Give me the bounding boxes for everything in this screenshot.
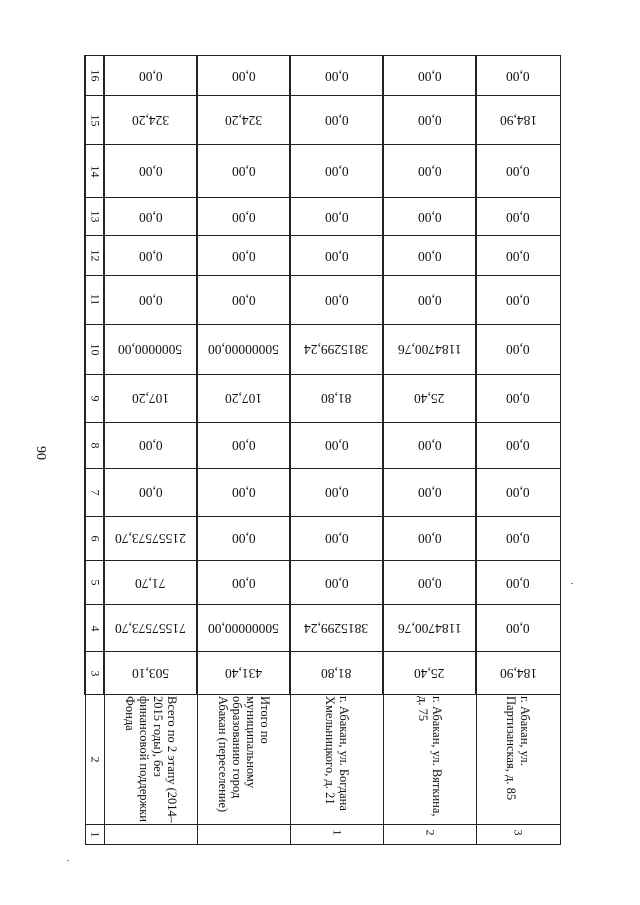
column-number-label: 7 [88,489,102,496]
cell-value: 0,00 [506,531,531,547]
cell-value: 71557573,70 [115,621,186,637]
name-cell [383,695,476,824]
value-cell [383,198,476,235]
value-cell [104,651,197,694]
value-cell [104,422,197,468]
cell-value: 0,00 [506,391,531,407]
value-cell [383,56,476,96]
cell-value: 0,00 [417,113,442,129]
cell-value: 0,00 [506,292,531,308]
column-number [85,198,104,235]
scan-speck [67,860,69,861]
row-index: 1 [330,829,344,836]
value-cell [197,561,290,605]
column-number [85,144,104,198]
value-cell [383,144,476,198]
column-number [85,96,104,144]
value-cell [104,561,197,605]
name-cell [197,695,290,824]
column-number [85,276,104,324]
address-name: г. Абакан, ул. Вяткина, д. 75 [415,695,444,817]
column-number [85,605,104,651]
cell-value: 0,00 [231,68,256,84]
address-name: Всего по 2 этапу (2014–2015 годы), без финансовой поддержки Фонда [122,695,179,823]
cell-value: 25,40 [414,666,445,682]
cell-value: 324,20 [131,113,170,129]
cell-value: 0,00 [138,248,163,264]
value-cell [104,469,197,516]
cell-value: 324,20 [224,113,263,129]
cell-value: 0,00 [506,164,531,180]
cell-value: 0,00 [417,68,442,84]
value-cell [197,375,290,422]
cell-value: 0,00 [417,438,442,454]
cell-value: 0,00 [231,575,256,591]
cell-value: 0,00 [324,531,349,547]
value-cell [476,56,560,96]
cell-value: 0,00 [417,292,442,308]
column-number [85,651,104,694]
cell-value: 0,00 [506,575,531,591]
cell-value: 0,00 [506,68,531,84]
cell-value: 0,00 [506,209,531,225]
column-number [85,422,104,468]
cell-value: 25,40 [414,391,445,407]
cell-value: 184,90 [499,666,537,682]
cell-value: 81,80 [321,666,352,682]
value-cell [290,651,383,694]
value-cell [476,422,560,468]
value-cell [104,96,197,144]
value-cell [290,144,383,198]
cell-value: 0,00 [417,209,442,225]
name-cell [104,695,197,824]
column-number-label: 15 [88,114,102,127]
value-cell [383,375,476,422]
value-cell [383,96,476,144]
value-cell [104,56,197,96]
value-cell [197,96,290,144]
value-cell [290,469,383,516]
cell-value: 0,00 [138,68,163,84]
value-cell [383,276,476,324]
cell-value: 0,00 [417,575,442,591]
cell-value: 0,00 [231,209,256,225]
value-cell [383,561,476,605]
value-cell [476,516,560,560]
cell-value: 0,00 [138,292,163,308]
index-cell [383,824,476,844]
value-cell [290,56,383,96]
value-cell [290,375,383,422]
value-cell [104,324,197,375]
value-cell [290,422,383,468]
column-number [85,824,104,844]
value-cell [104,235,197,275]
cell-value: 0,00 [324,438,349,454]
value-cell [197,276,290,324]
column-number-label: 3 [88,670,102,677]
value-cell [104,144,197,198]
cell-value: 0,00 [506,621,531,637]
cell-value: 0,00 [138,164,163,180]
value-cell [197,422,290,468]
value-cell [383,422,476,468]
cell-value: 0,00 [138,438,163,454]
value-cell [197,516,290,560]
value-cell [104,198,197,235]
value-cell [290,235,383,275]
cell-value: 0,00 [324,292,349,308]
column-number-label: 14 [88,165,102,178]
value-cell [476,561,560,605]
value-cell [383,651,476,694]
value-cell [197,469,290,516]
value-cell [104,276,197,324]
value-cell [476,605,560,651]
cell-value: 0,00 [324,575,349,591]
cell-value: 0,00 [417,485,442,501]
cell-value: 431,40 [224,666,263,682]
column-number-label: 5 [88,579,102,586]
cell-value: 3815299,24 [304,621,369,637]
column-number-label: 12 [88,249,102,262]
cell-value: 0,00 [324,248,349,264]
rotated-table [84,55,549,845]
cell-value: 0,00 [138,485,163,501]
cell-value: 50000000,00 [208,621,279,637]
value-cell [290,561,383,605]
cell-value: 0,00 [231,292,256,308]
cell-value: 71,70 [135,575,166,591]
cell-value: 107,20 [131,391,170,407]
cell-value: 21557573,70 [115,531,186,547]
column-number [85,235,104,275]
value-cell [476,324,560,375]
column-number-label: 9 [88,395,102,402]
index-cell [290,824,383,844]
value-cell [104,605,197,651]
cell-value: 184,90 [499,113,537,129]
value-cell [476,375,560,422]
value-cell [290,605,383,651]
value-cell [476,235,560,275]
cell-value: 3815299,24 [304,342,369,358]
column-number-label: 11 [88,294,102,306]
value-cell [197,56,290,96]
cell-value: 0,00 [231,485,256,501]
value-cell [290,324,383,375]
cell-value: 1184700,76 [397,342,462,358]
column-number [85,56,104,96]
cell-value: 0,00 [324,209,349,225]
value-cell [197,605,290,651]
page-number: 90 [33,446,48,460]
name-cell [290,695,383,824]
column-number-label: 10 [88,343,102,356]
cell-value: 0,00 [506,438,531,454]
index-cell [476,824,560,844]
index-cell [197,824,290,844]
cell-value: 0,00 [324,68,349,84]
cell-value: 0,00 [231,164,256,180]
name-cell [476,695,560,824]
column-number [85,561,104,605]
column-number [85,695,104,824]
cell-value: 5000000,00 [118,342,183,358]
value-cell [383,235,476,275]
value-cell [104,375,197,422]
cell-value: 0,00 [324,164,349,180]
cell-value: 0,00 [324,113,349,129]
index-cell [104,824,197,844]
value-cell [476,276,560,324]
value-cell [290,516,383,560]
cell-value: 0,00 [231,438,256,454]
value-cell [197,198,290,235]
value-cell [383,469,476,516]
cell-value: 0,00 [506,485,531,501]
cell-value: 0,00 [231,248,256,264]
value-cell [476,198,560,235]
column-number-label: 2 [88,756,102,763]
value-cell [383,516,476,560]
value-cell [476,651,560,694]
column-number [85,324,104,375]
cell-value: 0,00 [417,531,442,547]
cell-value: 0,00 [417,248,442,264]
cell-value: 1184700,76 [397,621,462,637]
cell-value: 81,80 [321,391,352,407]
cell-value: 0,00 [231,531,256,547]
address-name: г. Абакан, ул. Богдана Хмельницкого, д. 21 [322,695,351,811]
cell-value: 50000000,00 [208,342,279,358]
value-cell [197,651,290,694]
value-cell [383,605,476,651]
column-number [85,375,104,422]
column-number [85,469,104,516]
cell-value: 0,00 [506,248,531,264]
address-name: Итого по муниципальному образованию город Абакан (переселение) [215,695,272,812]
column-number [85,516,104,560]
column-number-label: 1 [88,831,102,838]
cell-value: 107,20 [224,391,263,407]
value-cell [290,96,383,144]
value-cell [476,144,560,198]
column-number-label: 13 [88,210,102,223]
row-index: 3 [511,829,526,836]
value-cell [197,324,290,375]
value-cell [197,144,290,198]
value-cell [383,324,476,375]
value-cell [290,276,383,324]
value-cell [104,516,197,560]
column-number-label: 4 [88,625,102,632]
address-name: г. Абакан, ул. Партизанская, д. 85 [504,695,532,800]
value-cell [290,198,383,235]
cell-value: 0,00 [138,209,163,225]
data-table [84,55,561,845]
cell-value: 0,00 [417,164,442,180]
cell-value: 0,00 [324,485,349,501]
scan-speck [571,583,573,584]
cell-value: 503,10 [131,666,170,682]
row-index: 2 [423,829,437,836]
column-number-label: 8 [88,442,102,449]
value-cell [197,235,290,275]
column-number-label: 6 [88,535,102,542]
cell-value: 0,00 [506,342,531,358]
column-number-label: 16 [88,69,102,82]
value-cell [476,96,560,144]
value-cell [476,469,560,516]
